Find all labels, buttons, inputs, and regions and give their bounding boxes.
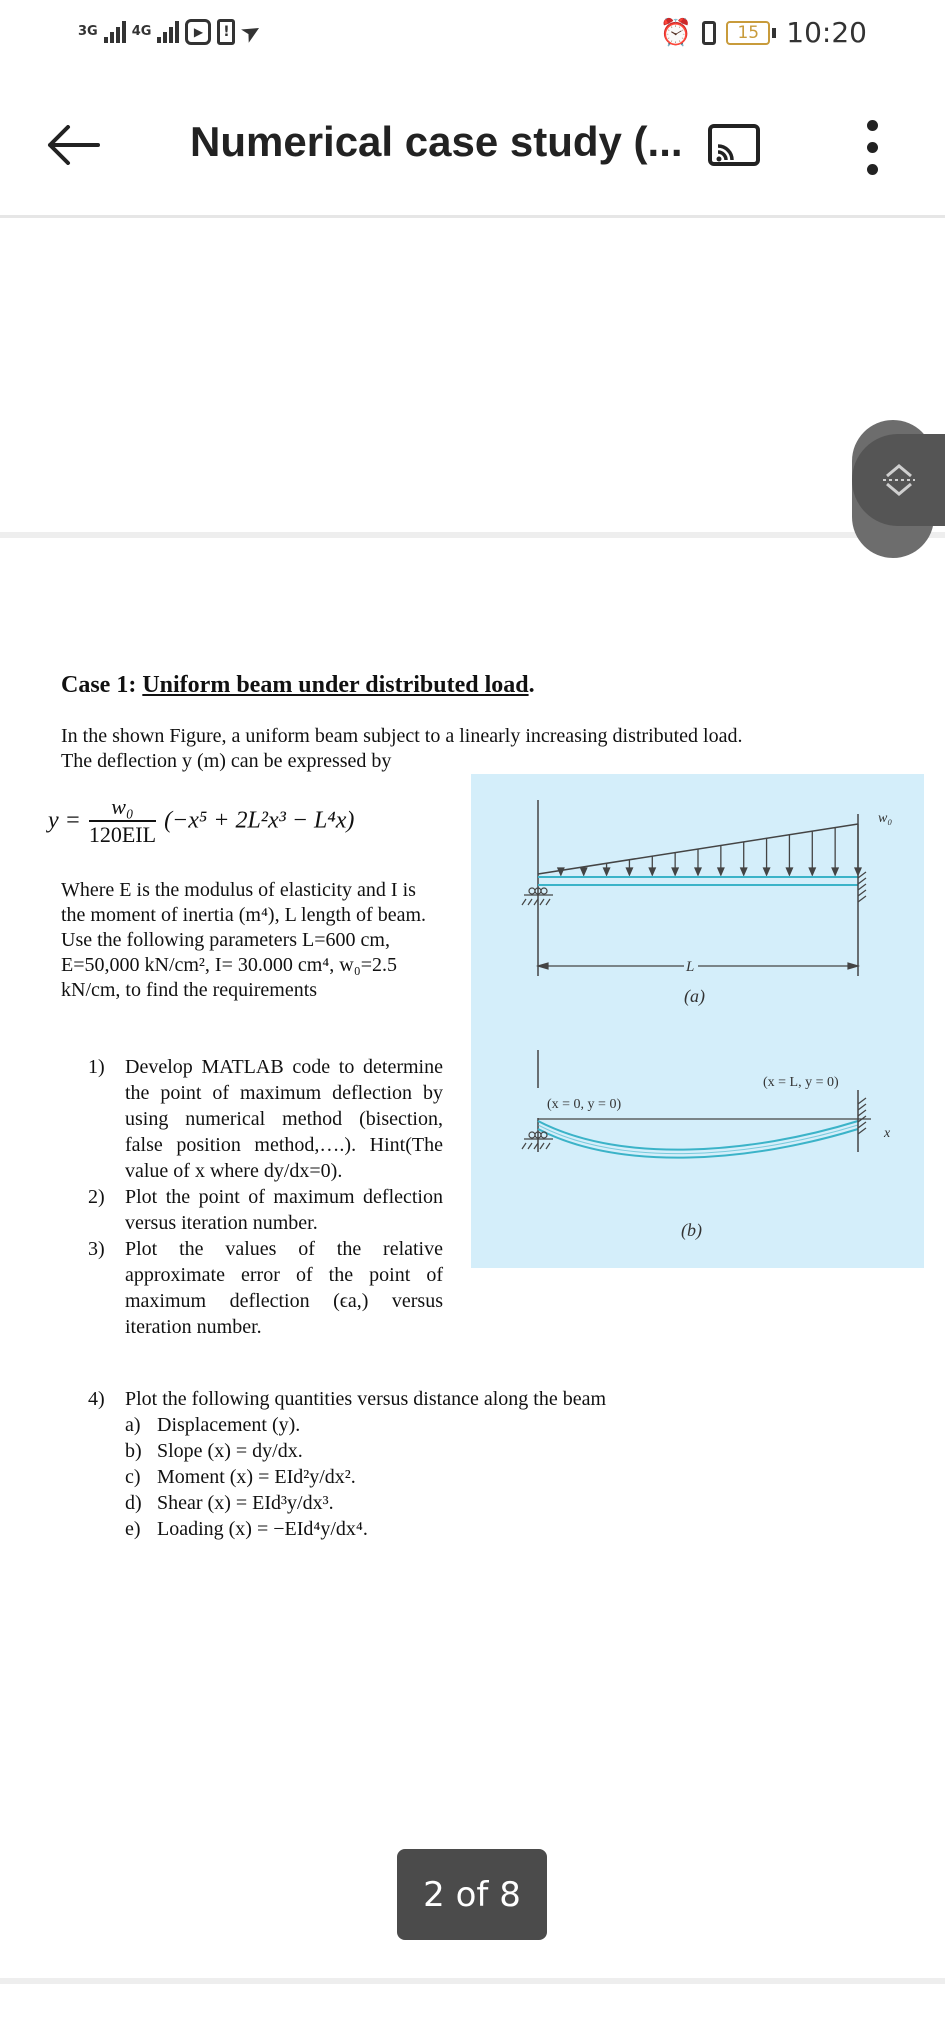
intro-line-2: The deflection y (m) can be expressed by (61, 750, 392, 772)
status-right-icons (660, 16, 867, 49)
signal-icon (104, 21, 126, 43)
youtube-icon: ▶ (185, 19, 211, 45)
page-divider (0, 532, 945, 538)
where-paragraph (61, 878, 441, 1003)
more-dot-icon (867, 142, 878, 153)
vibrate-icon (702, 21, 716, 45)
beam-diagram (471, 774, 924, 1268)
beam-figure (471, 774, 924, 1268)
scroll-handle-grip[interactable] (852, 434, 945, 526)
more-dot-icon (867, 120, 878, 131)
status-bar (0, 0, 945, 70)
network-3g-label: 3G (78, 24, 98, 39)
more-dot-icon (867, 164, 878, 175)
deflected-beam-top (538, 1121, 858, 1150)
load-arrow-head (809, 868, 815, 875)
label-b: (b) (681, 1220, 702, 1240)
equation-rhs: (−x⁵ + 2L²x³ − L⁴x) (164, 807, 355, 834)
dimension-L (538, 963, 858, 969)
cast-button[interactable] (706, 122, 762, 170)
list-item-number: 4) (88, 1388, 105, 1410)
sub-list-item (88, 1464, 788, 1490)
bottom-divider (0, 1978, 945, 1984)
more-options-button[interactable] (852, 114, 892, 180)
load-arrow-head (604, 868, 610, 875)
sim-alert-icon: ! (217, 19, 235, 45)
load-arrow-head (764, 868, 770, 875)
sub-item-letter: b) (125, 1440, 142, 1462)
load-arrows (558, 824, 861, 875)
label-x: x (884, 1126, 891, 1141)
load-arrow-head (832, 868, 838, 875)
requirements-list (88, 1054, 443, 1340)
load-arrow-head (626, 868, 632, 875)
load-arrow-head (786, 868, 792, 875)
case-label: Case 1: (61, 672, 143, 698)
load-arrow-head (581, 868, 587, 875)
list-item-text: Plot the following quantities versus distance along the beam (125, 1388, 607, 1410)
app-bar (0, 70, 945, 218)
params-text: Use the following parameters L=600 cm, E=50,000 kN/cm², I= 30.000 cm⁴, w₀=2.5 kN/cm, to find the requirements (61, 929, 397, 1001)
sub-list-item (88, 1412, 788, 1438)
deflection-equation (48, 794, 354, 848)
sub-item-letter: e) (125, 1518, 141, 1540)
sub-item-letter: c) (125, 1466, 141, 1488)
battery-icon (726, 21, 776, 45)
sub-item-text: Displacement (y). (157, 1414, 301, 1436)
requirement-4 (88, 1386, 788, 1542)
load-arrow-head (558, 868, 564, 875)
status-time: 10:20 (786, 16, 867, 49)
scroll-handle[interactable] (852, 420, 934, 558)
list-item (88, 1386, 788, 1412)
right-hatch-b (858, 1098, 866, 1134)
intro-paragraph (61, 724, 851, 774)
equation-denominator: 120EIL (88, 822, 157, 847)
label-a: (a) (684, 986, 705, 1006)
list-item-number: 1) (88, 1056, 105, 1078)
label-left-bc: (x = 0, y = 0) (547, 1097, 622, 1112)
load-arrow-head (695, 868, 701, 875)
signal-icon-2 (157, 21, 179, 43)
case-title: Uniform beam under distributed load (142, 672, 529, 698)
sub-item-text: Slope (x) = dy/dx. (157, 1440, 303, 1462)
label-w0: w₀ (878, 811, 893, 826)
status-left-icons (78, 14, 268, 50)
list-item (88, 1054, 443, 1184)
alarm-icon: ⏰ (659, 17, 693, 48)
list-item-number: 2) (88, 1186, 105, 1208)
equation-numerator: w₀ (89, 794, 156, 822)
page-indicator: 2 of 8 (397, 1849, 547, 1940)
list-item-text: Develop MATLAB code to determine the point of maximum deflection by using numerical method (bisection, false position method,….). Hint(The value of x where dy/dx=0). (125, 1056, 443, 1182)
sub-item-text: Shear (x) = EId³y/dx³. (157, 1492, 334, 1514)
send-icon: ➤ (235, 14, 268, 50)
load-arrow-head (649, 868, 655, 875)
sub-item-letter: a) (125, 1414, 141, 1436)
cast-icon (706, 122, 762, 170)
sub-list-item (88, 1516, 788, 1542)
sub-item-text: Loading (x) = −EId⁴y/dx⁴. (157, 1518, 368, 1540)
list-item (88, 1236, 443, 1340)
intro-line-1: In the shown Figure, a uniform beam subject to a linearly increasing distributed load. (61, 725, 743, 747)
sub-list-item (88, 1490, 788, 1516)
case-heading (61, 672, 535, 699)
label-L: L (686, 959, 695, 975)
list-item-text: Plot the point of maximum deflection versus iteration number. (125, 1186, 443, 1234)
back-button[interactable] (40, 112, 106, 178)
equation-lhs: y = (48, 807, 81, 834)
sub-item-letter: d) (125, 1492, 142, 1514)
right-hatch-a (858, 872, 866, 902)
page-title: Numerical case study (... (190, 118, 683, 165)
label-right-bc: (x = L, y = 0) (763, 1075, 839, 1090)
sub-item-text: Moment (x) = EId²y/dx². (157, 1466, 356, 1488)
list-item-number: 3) (88, 1238, 105, 1260)
network-4g-label: 4G (131, 24, 152, 39)
sub-list-item (88, 1438, 788, 1464)
load-arrow-head (718, 868, 724, 875)
scroll-arrows-icon (877, 458, 921, 502)
list-item-text: Plot the values of the relative approximate error of the point of maximum deflection (ϵa,) versus iteration number. (125, 1238, 443, 1338)
arrow-left-icon (46, 125, 100, 165)
case-period: . (528, 672, 535, 698)
list-item (88, 1184, 443, 1236)
where-text: Where E is the modulus of elasticity and I is the moment of inertia (m⁴), L length of beam. (61, 879, 427, 926)
equation-fraction (89, 794, 156, 848)
battery-level: 15 (726, 21, 770, 45)
load-arrow-head (672, 868, 678, 875)
load-arrow-head (741, 868, 747, 875)
